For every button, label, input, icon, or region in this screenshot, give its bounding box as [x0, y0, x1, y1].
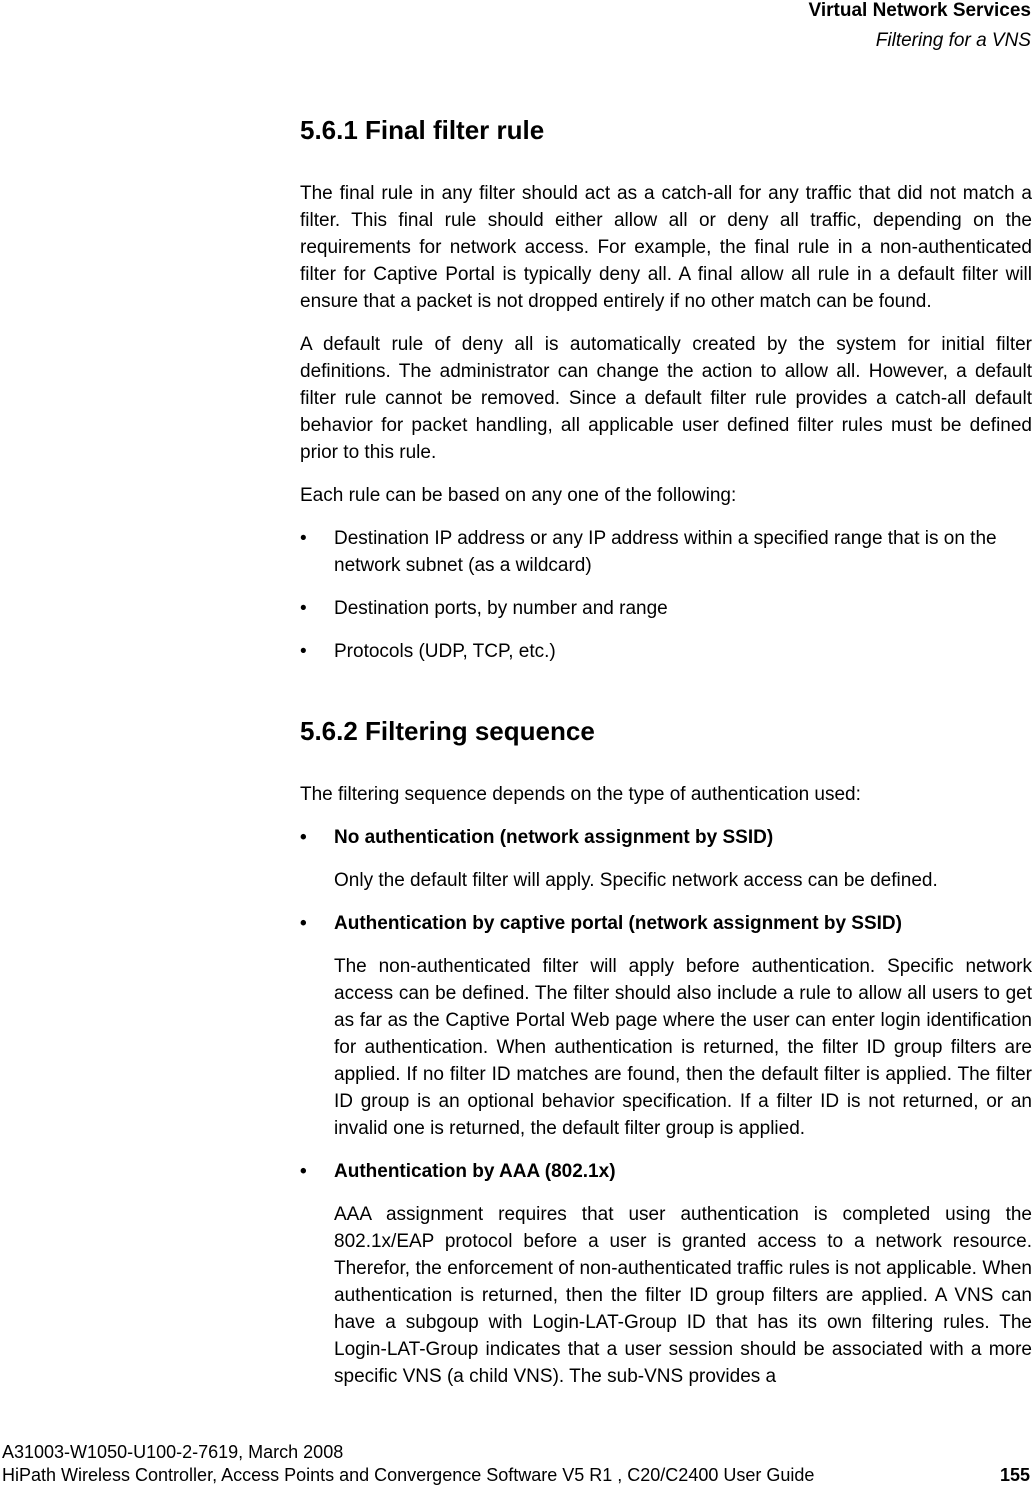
page-content [300, 112, 1032, 1406]
bullet-text: Destination IP address or any IP address within a specified range that is on the network subnet (as a wildcard) [334, 528, 997, 576]
page-footer [2, 1441, 1030, 1487]
bullet-item [300, 638, 1032, 665]
bullet-heading-text: Authentication by AAA (802.1x) [334, 1161, 616, 1182]
bullet-text: Destination ports, by number and range [334, 598, 668, 619]
running-header-title: Virtual Network Services [808, 0, 1031, 21]
paragraph: Each rule can be based on any one of the following: [300, 485, 737, 506]
bullet-item [300, 525, 1032, 579]
bullet-heading-text: No authentication (network assignment by SSID) [334, 827, 774, 848]
paragraph: The final rule in any filter should act as a catch-all for any traffic that did not match a filter. This final rule should either allow all or deny all traffic, depending on the requirements for network access. For example, the final rule in a non-authenticated filter for Captive Portal is typically deny all. A final allow all rule in a default filter will ensure that a packet is not dropped entirely if no other match can be found. [300, 183, 1032, 312]
bullet-body: Only the default filter will apply. Specific network access can be defined. [334, 870, 938, 891]
bullet-mark: • [300, 913, 307, 934]
bullet-mark: • [300, 598, 307, 619]
bullet-mark: • [300, 1161, 307, 1182]
page-number: 155 [999, 1465, 1030, 1485]
bullet-item [300, 595, 1032, 622]
paragraph: The filtering sequence depends on the type of authentication used: [300, 784, 861, 805]
bullet-text: Protocols (UDP, TCP, etc.) [334, 641, 556, 662]
bullet-body: AAA assignment requires that user authentication is completed using the 802.1x/EAP protocol before a user is granted access to a network resource. Therefor, the enforcement of non-authenticated traffic rules is not applicable. When authentication is returned, then the filter ID group filters are applied. A VNS can have a subgoup with Login-LAT-Group ID that has its own filtering rules. The Login-LAT-Group indicates that a user session should be associated with a more specific VNS (a child VNS). The sub-VNS provides a [334, 1204, 1032, 1387]
bullet-item-heading [300, 910, 1032, 937]
bullet-item-heading [300, 1158, 1032, 1185]
bullet-item-heading [300, 824, 1032, 851]
footer-guide-row [2, 1464, 1030, 1487]
bullet-mark: • [300, 641, 307, 662]
section-heading-filtering-sequence: 5.6.2 Filtering sequence [300, 716, 595, 746]
running-header-subtitle: Filtering for a VNS [875, 30, 1031, 51]
bullet-mark: • [300, 528, 307, 549]
section-heading-final-filter-rule: 5.6.1 Final filter rule [300, 115, 545, 145]
bullet-body: The non-authenticated filter will apply before authentication. Specific network access can be defined. The filter should also include a rule to allow all users to get as far as the Captive Portal Web page where the user can enter login identification for authentication. When authentication is returned, the filter ID group filters are applied. If no filter ID matches are found, then the default filter is applied. The filter ID group is an optional behavior specification. If a filter ID is not returned, or an invalid one is returned, the default filter group is applied. [334, 956, 1032, 1139]
footer-guide-title: HiPath Wireless Controller, Access Points and Convergence Software V5 R1 , C20/C2400 User Guide [2, 1465, 815, 1485]
paragraph: A default rule of deny all is automatically created by the system for initial filter definitions. The administrator can change the action to allow all. However, a default filter rule cannot be removed. Since a default filter rule provides a catch-all default behavior for packet handling, all applicable user defined filter rules must be defined prior to this rule. [300, 334, 1032, 463]
footer-doc-id: A31003-W1050-U100-2-7619, March 2008 [2, 1442, 344, 1462]
bullet-heading-text: Authentication by captive portal (network assignment by SSID) [334, 913, 902, 934]
bullet-mark: • [300, 827, 307, 848]
